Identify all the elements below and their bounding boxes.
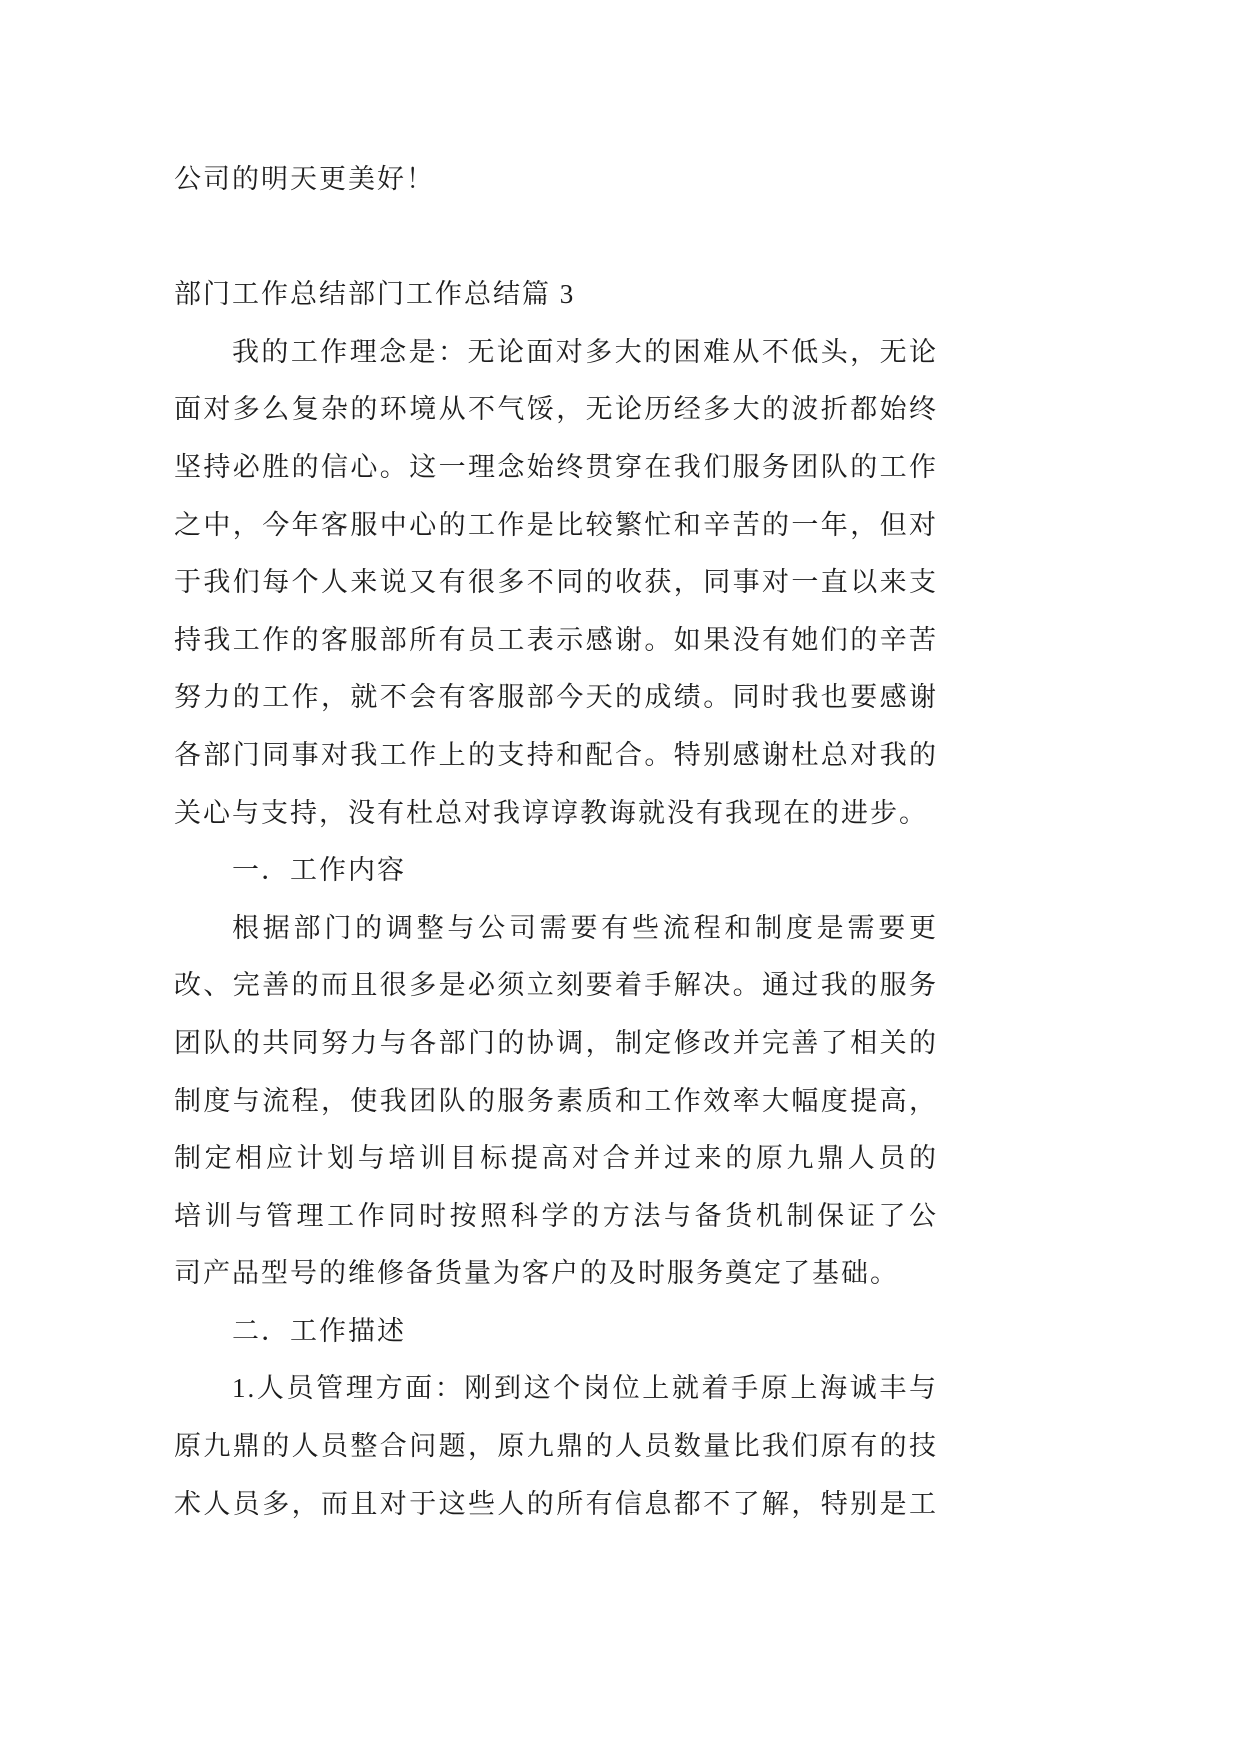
paragraph-work-philosophy	[174, 324, 938, 842]
blank-line	[174, 209, 938, 267]
text-line: 之中，今年客服中心的工作是比较繁忙和辛苦的一年，但对	[174, 509, 938, 540]
text-line: 根据部门的调整与公司需要有些流程和制度是需要更	[232, 912, 938, 943]
text-line: 制定相应计划与培训目标提高对合并过来的原九鼎人员的	[174, 1143, 938, 1174]
paragraph-work-content	[174, 900, 938, 1303]
text-line: 关心与支持，没有杜总对我谆谆教诲就没有我现在的进步。	[174, 797, 928, 828]
text-line: 培训与管理工作同时按照科学的方法与备货机制保证了公	[174, 1200, 938, 1231]
document-heading: 部门工作总结部门工作总结篇 3	[174, 279, 576, 310]
section-title-work-content: 一．工作内容	[232, 855, 406, 886]
continuation-line: 公司的明天更美好！	[174, 164, 435, 194]
text-line: 坚持必胜的信心。这一理念始终贯穿在我们服务团队的工作	[174, 451, 938, 482]
text-line: 制度与流程，使我团队的服务素质和工作效率大幅度提高，	[174, 1085, 938, 1116]
text-line: 1.人员管理方面：刚到这个岗位上就着手原上海诚丰与	[232, 1373, 938, 1404]
text-line: 努力的工作，就不会有客服部今天的成绩。同时我也要感谢	[174, 682, 938, 713]
text-line: 司产品型号的维修备货量为客户的及时服务奠定了基础。	[174, 1258, 899, 1289]
document-body	[174, 151, 938, 1533]
text-line: 于我们每个人来说又有很多不同的收获，同事对一直以来支	[174, 567, 938, 598]
text-line: 团队的共同努力与各部门的协调，制定修改并完善了相关的	[174, 1027, 938, 1058]
section-title-work-description: 二．工作描述	[232, 1315, 406, 1346]
text-line: 改、完善的而且很多是必须立刻要着手解决。通过我的服务	[174, 970, 938, 1001]
text-line: 原九鼎的人员整合问题，原九鼎的人员数量比我们原有的技	[174, 1431, 938, 1462]
text-line: 术人员多，而且对于这些人的所有信息都不了解，特别是工	[174, 1488, 938, 1519]
text-line: 我的工作理念是：无论面对多大的困难从不低头，无论	[232, 336, 938, 367]
text-line: 持我工作的客服部所有员工表示感谢。如果没有她们的辛苦	[174, 624, 938, 655]
paragraph-personnel-management	[174, 1360, 938, 1533]
text-line: 各部门同事对我工作上的支持和配合。特别感谢杜总对我的	[174, 739, 938, 770]
text-line: 面对多么复杂的环境从不气馁，无论历经多大的波折都始终	[174, 394, 938, 425]
